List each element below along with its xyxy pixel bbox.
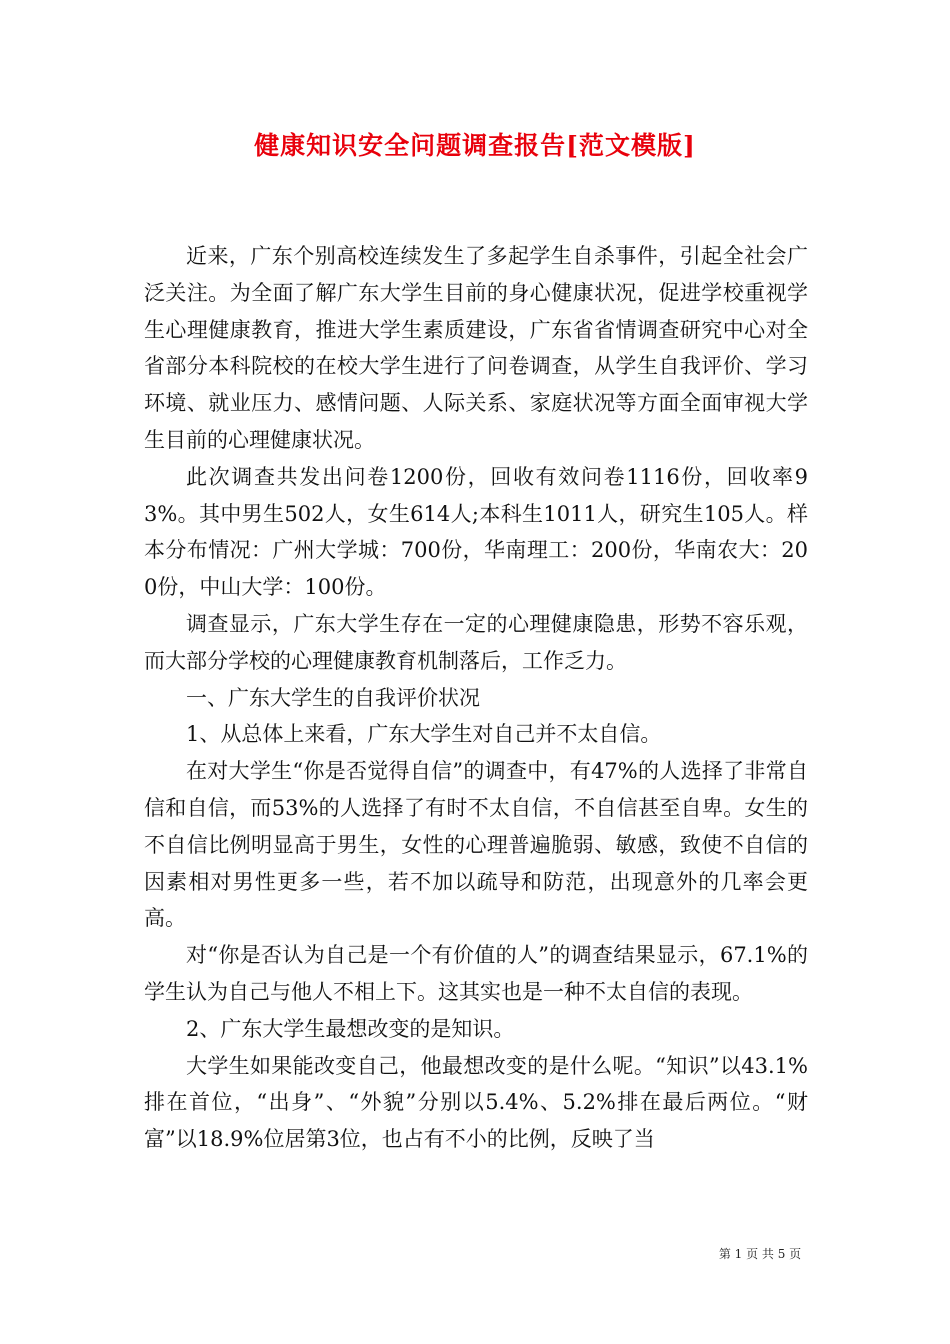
- paragraph: 此次调查共发出问卷1200份，回收有效问卷1116份，回收率93%。其中男生502人，女生614人;本科生1011人，研究生105人。样本分布情况：广州大学城：700份，华南理工：200份，华南农大：200份，中山大学：100份。: [144, 464, 808, 600]
- paragraph: 调查显示，广东大学生存在一定的心理健康隐患，形势不容乐观，而大部分学校的心理健康教育机制落后，工作乏力。: [144, 611, 808, 673]
- paragraph: 在对大学生“你是否觉得自信”的调查中，有47%的人选择了非常自信和自信，而53%的人选择了有时不太自信，不自信甚至自卑。女生的不自信比例明显高于男生，女性的心理普遍脆弱、敏感，致使不自信的因素相对男性更多一些，若不加以疏导和防范，出现意外的几率会更高。: [144, 759, 808, 931]
- document-body: [144, 238, 808, 1158]
- subsection-heading: 1、从总体上来看，广东大学生对自己并不太自信。: [186, 722, 662, 747]
- section-heading: 一、广东大学生的自我评价状况: [186, 685, 480, 710]
- subsection-heading: 2、广东大学生最想改变的是知识。: [186, 1016, 515, 1041]
- document-title: 健康知识安全问题调查报告[范文模版]: [254, 131, 696, 160]
- page-number-footer: 第 1 页 共 5 页: [718, 1247, 802, 1261]
- paragraph: 近来，广东个别高校连续发生了多起学生自杀事件，引起全社会广泛关注。为全面了解广东大学生目前的身心健康状况，促进学校重视学生心理健康教育，推进大学生素质建设，广东省省情调查研究中心对全省部分本科院校的在校大学生进行了问卷调查，从学生自我评价、学习环境、就业压力、感情问题、人际关系、家庭状况等方面全面审视大学生目前的心理健康状况。: [144, 244, 808, 452]
- paragraph: 对“你是否认为自己是一个有价值的人”的调查结果显示，67.1%的学生认为自己与他人不相上下。这其实也是一种不太自信的表现。: [144, 943, 808, 1004]
- paragraph: 大学生如果能改变自己，他最想改变的是什么呢。“知识”以43.1%排在首位，“出身”、“外貌”分别以5.4%、5.2%排在最后两位。“财富”以18.9%位居第3位，也占有不小的比例，反映了当: [144, 1053, 808, 1152]
